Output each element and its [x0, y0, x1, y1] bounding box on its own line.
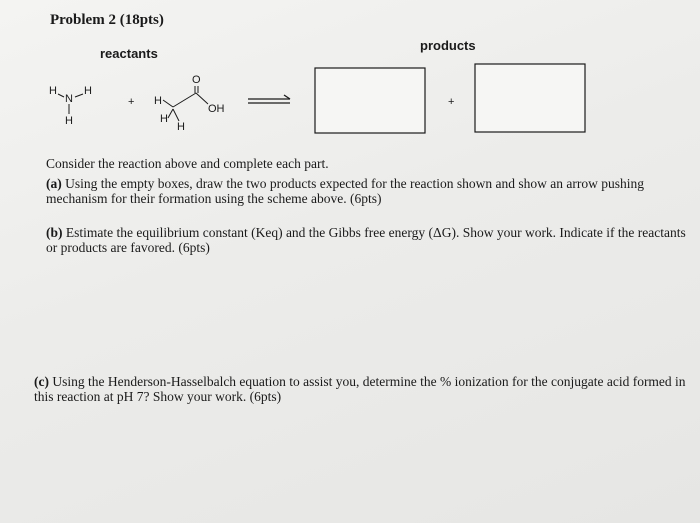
question-c [34, 374, 694, 404]
reaction-scheme [0, 0, 700, 150]
question-a-text: Using the empty boxes, draw the two products expected for the reaction shown and show an arrow pushing mechanism for their formation using the scheme above. (6pts) [46, 176, 644, 206]
ammonia-h-bottom: H [65, 115, 73, 127]
question-c-text: Using the Henderson-Hasselbalch equation to assist you, determine the % ionization for the conjugate acid formed in this reaction at pH 7? Show your work. (6pts) [34, 374, 686, 404]
question-b-text: Estimate the equilibrium constant (Keq) and the Gibbs free energy (ΔG). Show your work. Indicate if the reactants or products are favored. (6pts) [46, 225, 686, 255]
reactants-label: reactants [100, 46, 158, 61]
acetic-acid-structure [154, 74, 225, 133]
question-b [46, 225, 686, 255]
product-box-1[interactable] [315, 68, 425, 133]
ammonia-h-right: H [84, 85, 92, 97]
products-label: products [420, 38, 476, 53]
acid-h-bottom: H [177, 121, 185, 133]
acid-h-upper: H [154, 95, 162, 107]
plus-sign-reactants: + [128, 96, 135, 108]
ammonia-n: N [65, 93, 73, 105]
acid-oh: OH [208, 103, 225, 115]
question-c-label: (c) [34, 374, 49, 389]
plus-sign-products: + [448, 96, 455, 108]
ammonia-structure [49, 85, 92, 127]
question-intro: Consider the reaction above and complete each part. [46, 156, 329, 171]
ammonia-h-left: H [49, 85, 57, 97]
equilibrium-arrow [248, 95, 290, 103]
problem-title: Problem 2 (18pts) [50, 12, 164, 28]
product-box-2[interactable] [475, 64, 585, 132]
question-a [46, 176, 676, 206]
acid-h-lower: H [160, 113, 168, 125]
question-b-label: (b) [46, 225, 63, 240]
acid-o-carbonyl: O [192, 74, 201, 86]
question-a-label: (a) [46, 176, 62, 191]
